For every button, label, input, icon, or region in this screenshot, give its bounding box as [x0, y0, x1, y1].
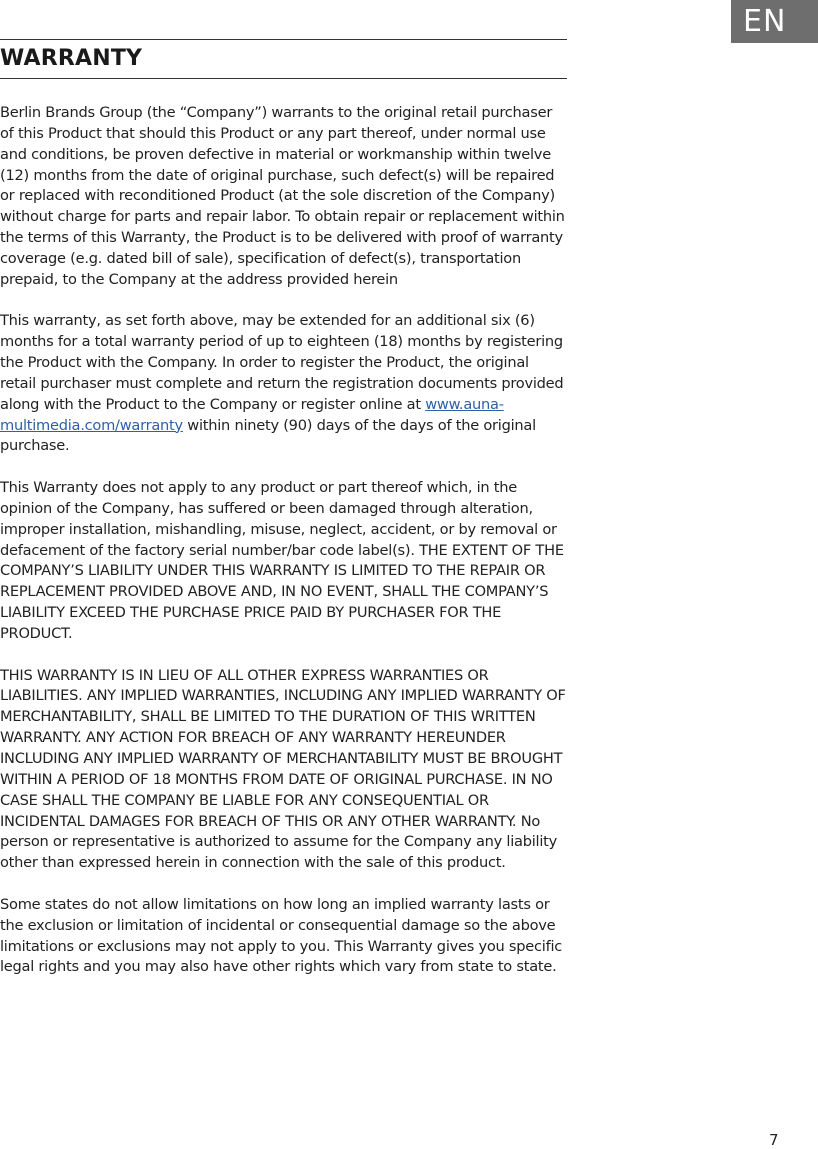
page-title: WARRANTY — [0, 46, 143, 71]
paragraph-state-rights: Some states do not allow limitations on how long an implied warranty lasts or the exclusion or limitation of incidental or consequential damage so the above limitations or exclusions may not apply to you. This Warranty gives you specific legal rights and you may also have other rights which vary from state to state. — [0, 895, 563, 976]
warranty-body — [0, 103, 567, 999]
paragraph-implied-warranties: THIS WARRANTY IS IN LIEU OF ALL OTHER EXPRESS WARRANTIES OR LIABILITIES. ANY IMPLIED WARRANTIES, INCLUDING ANY IMPLIED WARRANTY OF MERCHANTABILITY, SHALL BE LIMITED TO THE DURATION OF THIS WRITTEN WARRANTY. ANY ACTION FOR BREACH OF ANY WARRANTY HEREUNDER INCLUDING ANY IMPLIED WARRANTY OF MERCHANTABILITY MUST BE BROUGHT WITHIN A PERIOD OF 18 MONTHS FROM DATE OF ORIGINAL PURCHASE. IN NO CASE SHALL THE COMPANY BE LIABLE FOR ANY CONSEQUENTIAL OR INCIDENTAL DAMAGES FOR BREACH OF THIS OR ANY OTHER WARRANTY. No person or representative is authorized to assume for the Company any liability other than expressed herein in connection with the sale of this product. — [0, 666, 566, 872]
paragraph-extension-text-end: within ninety (90) days of the days of the original purchase. — [0, 416, 536, 455]
paragraph-coverage: Berlin Brands Group (the “Company”) warrants to the original retail purchaser of this Product that should this Product or any part thereof, under normal use and conditions, be proven defective in material or workmanship within twelve (12) months from the date of original purchase, such defect(s) will be repaired or replaced with reconditioned Product (at the sole discretion of the Company) without charge for parts and repair labor. To obtain repair or replacement within the terms of this Warranty, the Product is to be delivered with proof of warranty coverage (e.g. dated bill of sale), specification of defect(s), transportation prepaid, to the Company at the address provided herein — [0, 104, 565, 288]
section-heading-block — [0, 39, 567, 79]
paragraph-extension — [0, 311, 567, 457]
paragraph-extension-text: This warranty, as set forth above, may be extended for an additional six (6) months for a total warranty period of up to eighteen (18) months by registering the Product with the Company. In order to register the Product, the original retail purchaser must complete and return the registration documents provided along with the Product to the Company or register online at — [0, 312, 564, 413]
language-tab: EN — [731, 0, 818, 43]
paragraph-exclusions: This Warranty does not apply to any product or part thereof which, in the opinion of the Company, has suffered or been damaged through alteration, improper installation, mishandling, misuse, neglect, accident, or by removal or defacement of the factory serial number/bar code label(s). THE EXTENT OF THE COMPANY’S LIABILITY UNDER THIS WARRANTY IS LIMITED TO THE REPAIR OR REPLACEMENT PROVIDED ABOVE AND, IN NO EVENT, SHALL THE COMPANY’S LIABILITY EXCEED THE PURCHASE PRICE PAID BY PURCHASER FOR THE PRODUCT. — [0, 479, 564, 642]
warranty-registration-link[interactable]: www.auna-multimedia.com/warranty — [0, 395, 504, 434]
page-number: 7 — [769, 1131, 779, 1149]
